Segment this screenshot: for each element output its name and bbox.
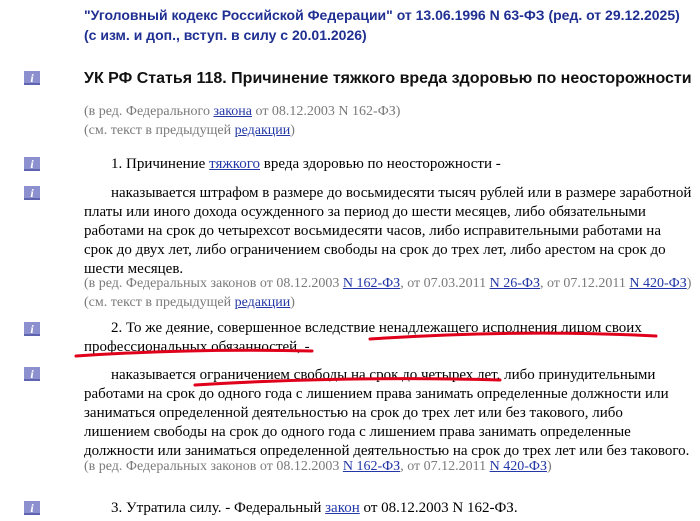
law-420-link[interactable]: N 420-ФЗ: [489, 459, 547, 474]
penalty-2: наказывается ограничением свободы на срок до четырех лет, либо принудительными работами на срок до одного года с лишением права занимать определенные должности или заниматься определенной деятельностью на срок до трех лет или без такового, либо лишением свободы на срок до одного года с лишением права занимать определенные должности или заниматься определенной деятельностью на срок до трех лет или без такового.: [84, 367, 690, 459]
law-420-link[interactable]: N 420-ФЗ: [629, 276, 687, 291]
part-1: [84, 155, 692, 174]
edition-text: , от 07.12.2011: [539, 276, 630, 291]
previous-edition-link[interactable]: редакции: [234, 123, 291, 138]
info-icon[interactable]: [23, 366, 41, 382]
part-1-text: вреда здоровью по неосторожности -: [260, 156, 501, 172]
info-icon[interactable]: [23, 500, 41, 516]
penalty-2-edition-note: [84, 457, 692, 476]
edition-text: ): [546, 459, 552, 474]
see-text: ): [290, 123, 295, 138]
svg-text:i: i: [30, 157, 34, 171]
svg-text:i: i: [30, 367, 34, 381]
law-162-link[interactable]: N 162-ФЗ: [342, 459, 401, 474]
edition-text: , от 07.12.2011: [400, 459, 490, 474]
svg-text:i: i: [30, 322, 34, 336]
see-text: (см. текст в предыдущей: [84, 123, 235, 138]
svg-text:i: i: [30, 71, 34, 85]
svg-text:i: i: [30, 186, 34, 200]
law-26-link[interactable]: N 26-ФЗ: [489, 276, 540, 291]
edition-text: ): [686, 276, 692, 291]
penalty-1: наказывается штрафом в размере до восьмидесяти тысяч рублей или в размере заработной платы или иного дохода осужденного за период до шести месяцев, либо обязательными работами на срок до четырехсот восьмидесяти часов, либо исправительными работами на срок до двух лет, либо ограничением свободы на срок до трех лет, либо арестом на срок до шести месяцев.: [84, 185, 692, 277]
svg-text:i: i: [30, 501, 34, 515]
edition-text: , от 07.03.2011: [400, 276, 490, 291]
grave-harm-link[interactable]: тяжкого: [209, 156, 261, 172]
law-link[interactable]: закон: [325, 500, 360, 516]
edition-text: (в ред. Федеральных законов от 08.12.2003: [84, 459, 343, 474]
part-3: [84, 499, 692, 518]
law-162-link[interactable]: N 162-ФЗ: [342, 276, 401, 291]
document-title-link[interactable]: "Уголовный кодекс Российской Федерации" от 13.06.1996 N 63-ФЗ (ред. от 29.12.2025) (с изм. и доп., вступ. в силу с 20.01.2026): [84, 7, 680, 43]
see-text: (см. текст в предыдущей: [84, 295, 235, 310]
info-icon[interactable]: [23, 70, 41, 86]
part-3-text: от 08.12.2003 N 162-ФЗ.: [359, 500, 518, 516]
edition-text: (в ред. Федеральных законов от 08.12.2003: [84, 276, 343, 291]
edition-text: (в ред. Федерального: [84, 104, 214, 119]
article-title: УК РФ Статья 118. Причинение тяжкого вреда здоровью по неосторожности: [84, 70, 692, 87]
law-link[interactable]: закона: [213, 104, 252, 119]
info-icon[interactable]: [23, 321, 41, 337]
part-1-text: 1. Причинение: [111, 156, 210, 172]
info-icon[interactable]: [23, 156, 41, 172]
see-text: ): [290, 295, 295, 310]
penalty-1-edition-note: [84, 274, 692, 312]
previous-edition-link[interactable]: редакции: [234, 295, 291, 310]
edition-text: от 08.12.2003 N 162-ФЗ): [252, 104, 401, 119]
info-icon[interactable]: [23, 185, 41, 201]
part-2: 2. То же деяние, совершенное вследствие ненадлежащего исполнения лицом своих профессиональных обязанностей, -: [84, 320, 642, 355]
part-3-text: 3. Утратила силу. - Федеральный: [111, 500, 326, 516]
article-edition-note: [84, 102, 692, 140]
